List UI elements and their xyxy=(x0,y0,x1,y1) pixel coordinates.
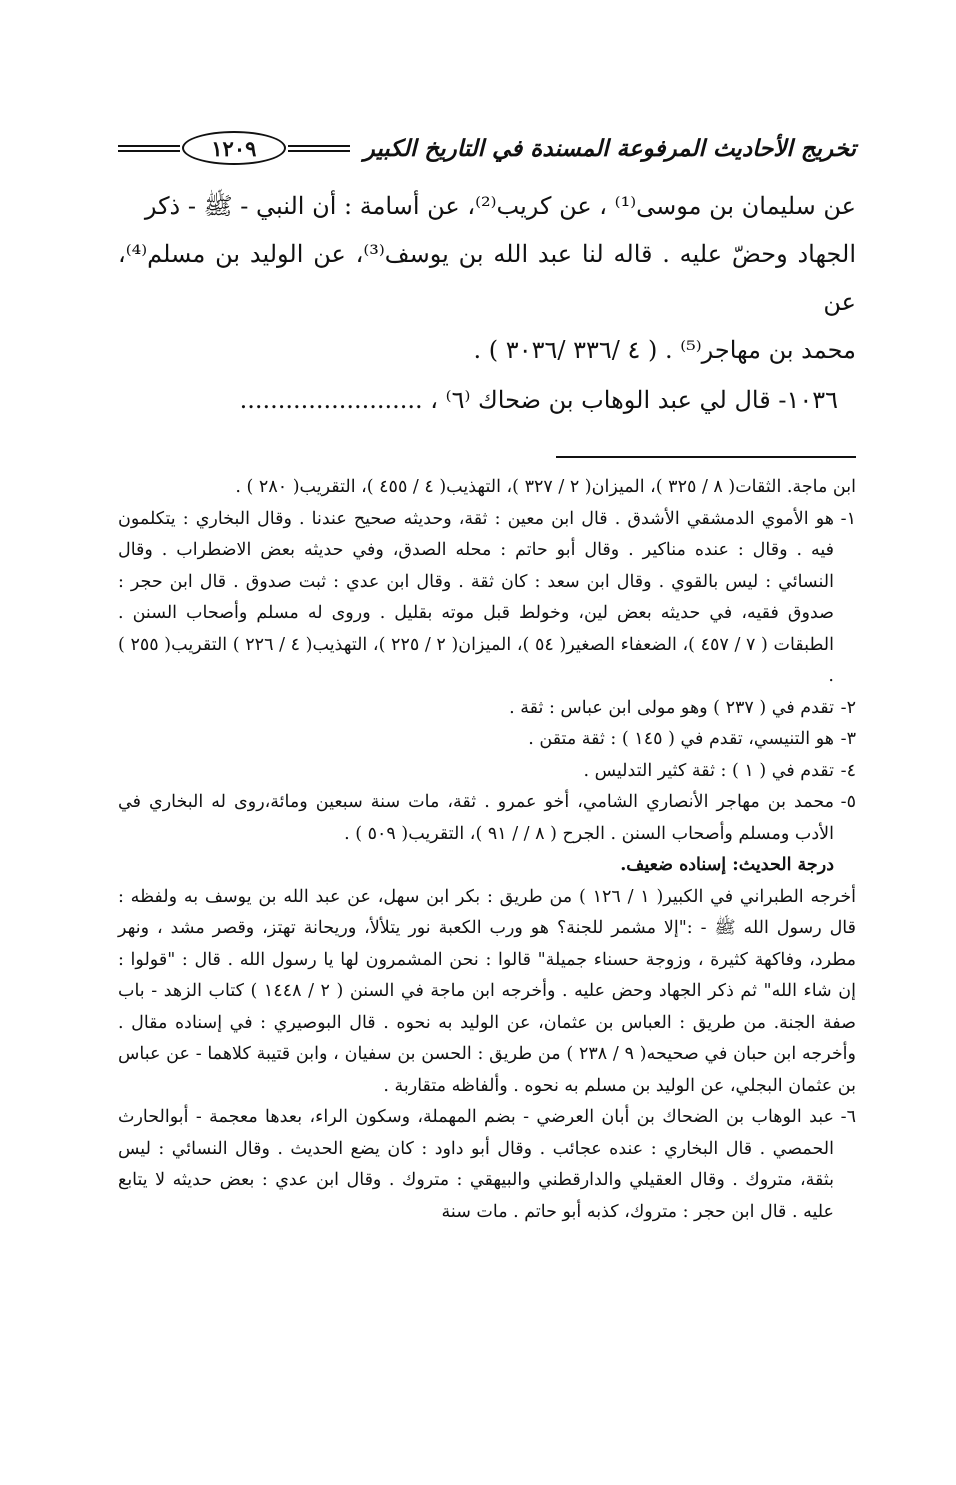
main-line-1: عن سليمان بن موسى⁽¹⁾ ، عن كريب⁽²⁾، عن أسامة : أن النبي - ﷺ - ذكر xyxy=(144,192,856,220)
footnote-intro: ابن ماجة. الثقات( ٨ / ٣٢٥ )، الميزان( ٢ / ٣٢٧ )، التهذيب( ٤ / ٤٥٥ )، التقريب( ٢٨٠ ) . xyxy=(235,477,856,497)
footnote-number: ١- xyxy=(840,508,856,529)
hadith-grade: درجة الحديث: إسناده ضعيف. xyxy=(620,855,834,875)
running-title: تخريج الأحاديث المرفوعة المسندة في التاريخ الكبير xyxy=(363,134,856,162)
footnote-text: محمد بن مهاجر الأنصاري الشامي، أخو عمرو . ثقة، مات سنة سبعين ومائة،روى له البخاري في الأدب ومسلم وأصحاب السنن . الجرح ( ٨ / / ٩١ )، التقريب( ٥٠٩ ) . xyxy=(118,792,834,844)
footnote-2 xyxy=(118,693,856,725)
footnote-number: ٣- xyxy=(840,729,856,749)
footnote-number: ٤- xyxy=(840,760,856,781)
page-header xyxy=(118,120,856,176)
page xyxy=(118,120,856,1228)
footnote-divider xyxy=(556,456,856,458)
header-rule xyxy=(118,131,350,165)
footnote-text: عبد الوهاب بن الضحاك بن أبان العرضي - بضم المهملة، وسكون الراء، بعدها معجمة - أبوالحارث الحمصي . قال البخاري : عنده عجائب . وقال أبو داود : كان يضع الحديث . وقال النسائي : ليس بثقة، متروك . وقال العقيلي والدارقطني والبيهقي : متروك . وقال ابن عدي : بعض حديثه لا يتابع عليه . قال ابن حجر : متروك، كذبه أبو حاتم . مات سنة xyxy=(118,1107,834,1222)
footnote-3 xyxy=(118,724,856,756)
main-text xyxy=(118,182,856,424)
main-line-3: محمد بن مهاجر⁽⁵⁾ . ( ٤ /٣٣٦ /٣٠٣٦ ) . xyxy=(473,336,856,364)
footnote-4 xyxy=(118,756,856,788)
page-number: ١٢٠٩ xyxy=(182,131,286,165)
footnote-text: هو التنيسي، تقدم في ( ١٤٥ ) : ثقة متقن . xyxy=(528,729,834,749)
header-rule-right xyxy=(288,145,350,152)
footnote-text: تقدم في ( ٢٣٧ ) وهو مولى ابن عباس : ثقة . xyxy=(509,697,834,718)
footnote-6 xyxy=(118,1102,856,1228)
footnote-number: ٥- xyxy=(840,792,856,812)
footnote-number: ٦- xyxy=(840,1107,856,1127)
takhrij-paragraph: أخرجه الطبراني في الكبير( ١ / ١٢٦ ) من طريق : بكر ابن سهل، عن عبد الله بن يوسف به ولفظه : قال رسول الله ﷺ - :"إلا مشمر للجنة؟ هو ورب الكعبة نور يتلألأ، وريحانة تهتز، وقصر مشد ، ونهر مطرد، وفاكهة كثيرة ، وزوجة حسناء جميلة" قالوا : نحن المشمرون لها يا رسول الله . قال : "قولوا : إن شاء الله" ثم ذكر الجهاد وحض عليه . وأخرجه ابن ماجة في السنن ( ٢ / ١٤٤٨ ) كتاب الزهد - باب صفة الجنة. من طريق : العباس بن عثمان، عن الوليد به نحوه . قال البوصيري : في إسناده مقال . وأخرجه ابن حبان في صحيحه( ٩ / ٢٣٨ ) من طريق : الحسن بن سفيان ، وابن قتيبة كلاهما - عن عباس بن عثمان البجلي، عن الوليد بن مسلم به نحوه . وألفاظه متقاربة . xyxy=(118,886,856,1096)
footnote-number: ٢- xyxy=(840,697,856,718)
footnotes xyxy=(118,472,856,1228)
footnote-5 xyxy=(118,787,856,850)
header-rule-left xyxy=(118,145,180,152)
footnote-text: هو الأموي الدمشقي الأشدق . قال ابن معين : ثقة، وحديثه صحيح عندنا . وقال البخاري : يتكلمون فيه . وقال : عنده مناكير . وقال أبو حاتم : محله الصدق، وفي حديثه بعض الاضطراب . وقال النسائي : ليس بالقوي . وقال ابن سعد : كان ثقة . وقال ابن عدي : ثبت صدوق . قال ابن حجر : صدوق فقيه، في حديثه بعض لين، وخولط قبل موته بقليل . وروى له مسلم وأصحاب السنن . الطبقات ( ٧ / ٤٥٧ )، الضعفاء الصغير( ٥٤ )، الميزان( ٢ / ٢٢٥ )، التهذيب( ٤ / ٢٢٦ ) التقريب( ٢٥٥ ) . xyxy=(118,508,834,686)
footnote-1 xyxy=(118,504,856,693)
footnote-text: تقدم في ( ١ ) : ثقة كثير التدليس . xyxy=(583,760,834,781)
hadith-1036: ١٠٣٦- قال لي عبد الوهاب بن ضحاك ⁽٦⁾ ، ........................ xyxy=(239,386,838,414)
main-line-2: الجهاد وحضّ عليه . قاله لنا عبد الله بن يوسف⁽³⁾، عن الوليد بن مسلم⁽⁴⁾، عن xyxy=(118,240,857,316)
